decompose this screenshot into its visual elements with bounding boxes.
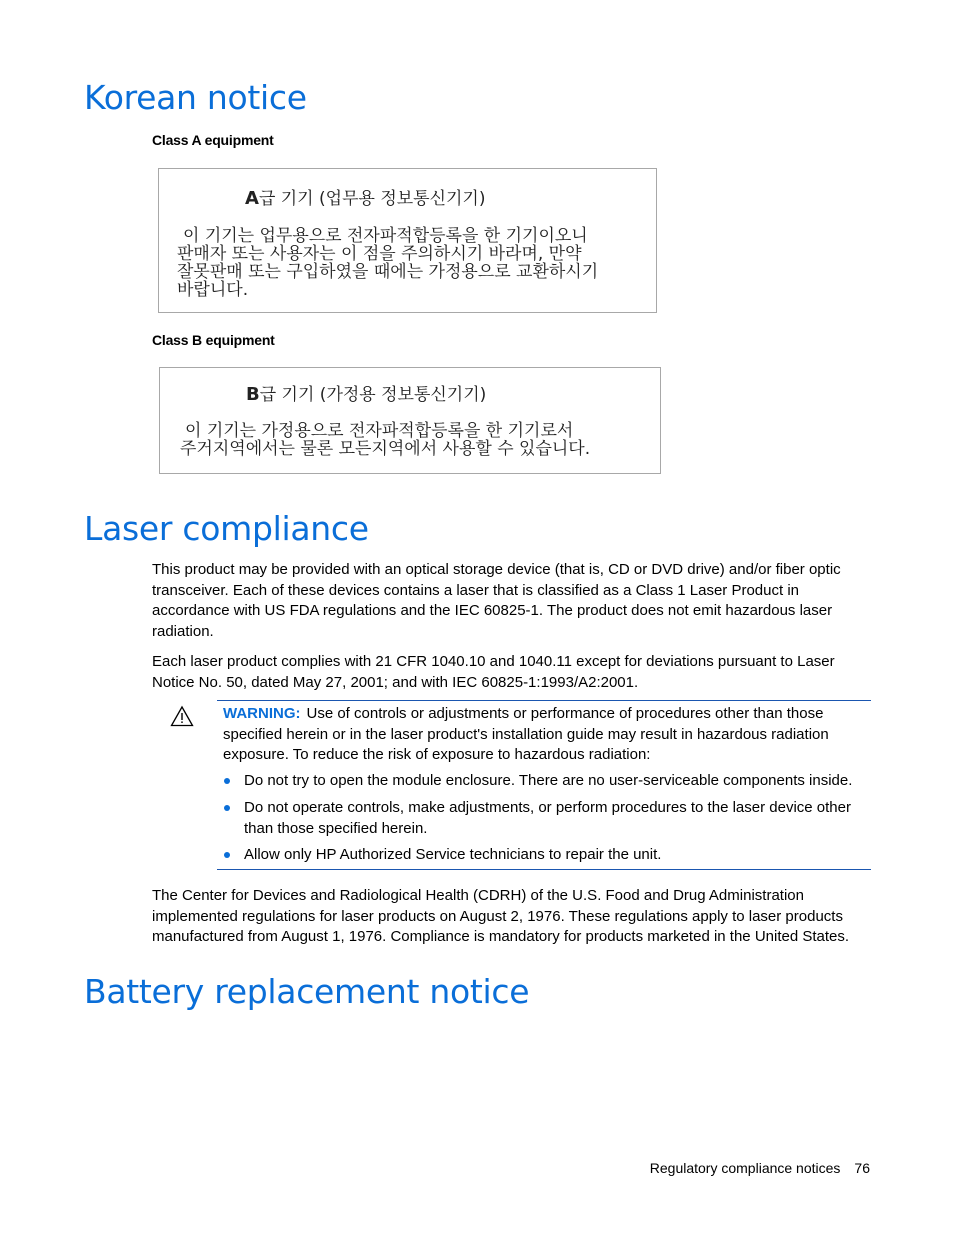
bullet-dot-icon	[224, 778, 230, 784]
heading-class-a-equipment: Class A equipment	[152, 132, 274, 148]
warning-triangle-icon	[170, 705, 194, 727]
list-item: Do not operate controls, make adjustments, or perform procedures to the laser device other than those specified herein.	[223, 798, 868, 839]
footer-section-name: Regulatory compliance notices	[649, 1160, 841, 1176]
heading-battery-replacement-notice: Battery replacement notice	[84, 972, 530, 1011]
page-footer	[650, 1159, 870, 1177]
heading-korean-notice: Korean notice	[84, 78, 307, 117]
list-item: Allow only HP Authorized Service technicians to repair the unit.	[223, 845, 868, 866]
class-b-box-text: 이 기기는 가정용으로 전자파적합등록을 한 기기로서 주거지역에서는 물론 모든지역에서 사용할 수 있습니다.	[180, 421, 591, 459]
laser-paragraph-1: This product may be provided with an optical storage device (that is, CD or DVD drive) and/or fiber optic transceiver. Each of these devices contains a laser that is classified as a Class 1 Laser Product in accordance with US FDA regulations and the IEC 60825-1. The product does not emit hazardous laser radiation.	[152, 561, 841, 641]
class-b-box-title: B급 기기 (가정용 정보통신기기)	[246, 384, 487, 405]
laser-paragraph-2: Each laser product complies with 21 CFR 1040.10 and 1040.11 except for deviations pursuant to Laser Notice No. 50, dated May 27, 2001; and with IEC 60825-1:1993/A2:2001.	[152, 653, 835, 691]
class-b-notice-image	[159, 367, 661, 474]
class-a-box-title: A급 기기 (업무용 정보통신기기)	[245, 188, 486, 209]
warning-label: WARNING:	[223, 705, 301, 722]
page-number: 76	[854, 1160, 870, 1176]
heading-class-b-equipment: Class B equipment	[152, 332, 275, 348]
warning-body: Use of controls or adjustments or performance of procedures other than those specified herein or in the laser product's installation guide may result in hazardous radiation exposure. To reduce the risk of exposure to hazardous radiation:	[223, 705, 829, 764]
class-a-box-text: 이 기기는 업무용으로 전자파적합등록을 한 기기이오니 판매자 또는 사용자는 이 점을 주의하시기 바라며, 만약 잘못판매 또는 구입하였을 때에는 가정용으로 교환하시기 바랍니다.	[177, 226, 599, 300]
warning-text	[223, 704, 868, 766]
heading-laser-compliance: Laser compliance	[84, 509, 369, 548]
laser-closing-paragraph: The Center for Devices and Radiological Health (CDRH) of the U.S. Food and Drug Administration implemented regulations for laser products on August 2, 1976. These regulations apply to laser products manufactured from August 1, 1976. Compliance is mandatory for products marketed in the United States.	[152, 887, 850, 946]
bullet-dot-icon	[224, 852, 230, 858]
list-item: Do not try to open the module enclosure. There are no user-serviceable components inside.	[223, 771, 868, 792]
bullet-dot-icon	[224, 805, 230, 811]
class-a-notice-image	[158, 168, 657, 313]
warning-bottom-rule	[217, 869, 871, 870]
warning-top-rule	[217, 700, 871, 701]
